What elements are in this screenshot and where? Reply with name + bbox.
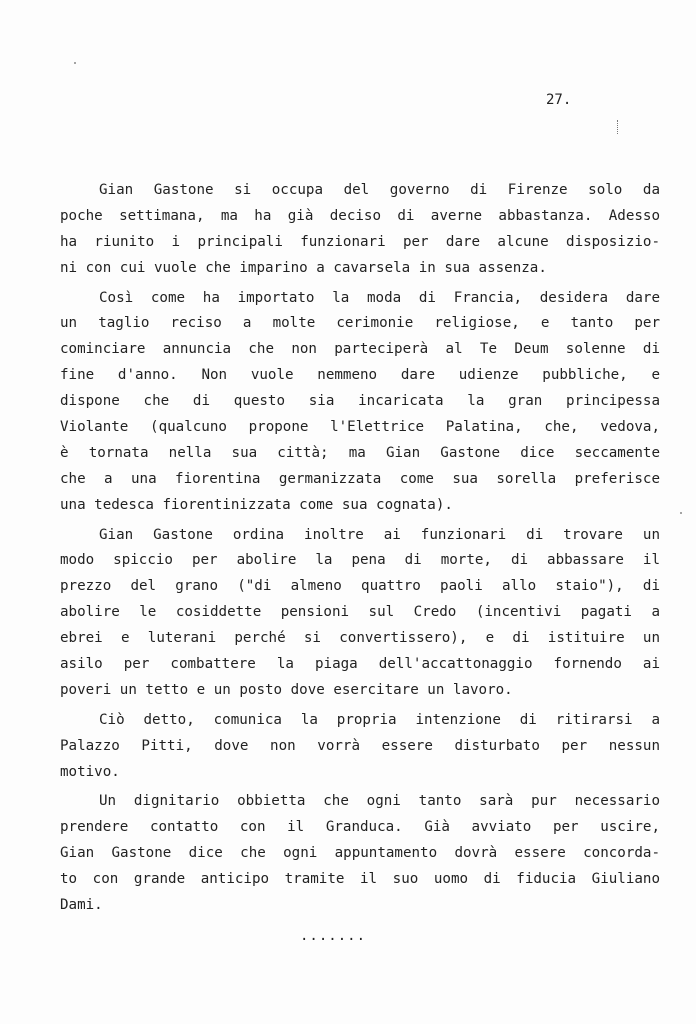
text-line: che a una fiorentina germanizzata come sua sorella preferisce xyxy=(60,470,660,487)
text-line: Gian Gastone si occupa del governo di Firenze solo da xyxy=(99,182,660,198)
text-line: asilo per combattere la piaga dell'accattonaggio fornendo ai xyxy=(60,656,660,673)
text-line: Gian Gastone dice che ogni appuntamento dovrà essere concorda- xyxy=(60,845,660,862)
text-line: un taglio reciso a molte cerimonie religiose, e tanto per xyxy=(60,315,660,332)
text-line: dispone che di questo sia incaricata la gran principessa xyxy=(60,393,660,410)
text-line: prezzo del grano ("di almeno quattro paoli allo staio"), di xyxy=(60,578,660,595)
margin-mark xyxy=(617,120,619,134)
paragraph xyxy=(60,523,660,704)
text-line: to con grande anticipo tramite il suo uomo di fiducia Giuliano xyxy=(60,871,660,888)
text-line: abolire le cosiddette pensioni sul Credo (incentivi pagati a xyxy=(60,604,660,621)
paragraph xyxy=(60,178,660,282)
text-line: Così come ha importato la moda di Francia, desidera dare xyxy=(99,289,660,306)
body-text xyxy=(60,178,660,919)
text-line: è tornata nella sua città; ma Gian Gastone dice seccamente xyxy=(60,444,660,461)
paragraph xyxy=(60,286,660,519)
paragraph xyxy=(60,708,660,786)
paragraph xyxy=(60,789,660,918)
text-line: poveri un tetto e un posto dove esercitare un lavoro. xyxy=(60,681,513,698)
paper-speck xyxy=(74,62,76,64)
text-line: Gian Gastone ordina inoltre ai funzionari di trovare un xyxy=(99,526,660,543)
text-line: Violante (qualcuno propone l'Elettrice Palatina, che, vedova, xyxy=(60,419,660,436)
paper-speck xyxy=(680,512,682,514)
text-line: motivo. xyxy=(60,763,120,780)
text-line: cominciare annuncia che non parteciperà al Te Deum solenne di xyxy=(60,341,660,358)
text-line: ha riunito i principali funzionari per dare alcune disposizio- xyxy=(60,233,660,250)
text-line: prendere contatto con il Granduca. Già avviato per uscire, xyxy=(60,819,660,836)
text-line: modo spiccio per abolire la pena di morte, di abbassare il xyxy=(60,552,660,569)
text-line: Ciò detto, comunica la propria intenzione di ritirarsi a xyxy=(99,711,660,728)
section-end-mark: ....... xyxy=(300,928,367,944)
text-line: Un dignitario obbietta che ogni tanto sarà pur necessario xyxy=(99,793,660,810)
text-line: Dami. xyxy=(60,897,103,914)
text-line: una tedesca fiorentinizzata come sua cognata). xyxy=(60,496,453,513)
page-number: 27. xyxy=(546,92,572,108)
text-line: fine d'anno. Non vuole nemmeno dare udienze pubbliche, e xyxy=(60,367,660,384)
text-line: poche settimana, ma ha già deciso di averne abbastanza. Adesso xyxy=(60,207,660,224)
text-line: Palazzo Pitti, dove non vorrà essere disturbato per nessun xyxy=(60,737,660,754)
text-line: ebrei e luterani perché si convertissero), e di istituire un xyxy=(60,630,660,647)
text-line: ni con cui vuole che imparino a cavarsela in sua assenza. xyxy=(60,259,547,276)
